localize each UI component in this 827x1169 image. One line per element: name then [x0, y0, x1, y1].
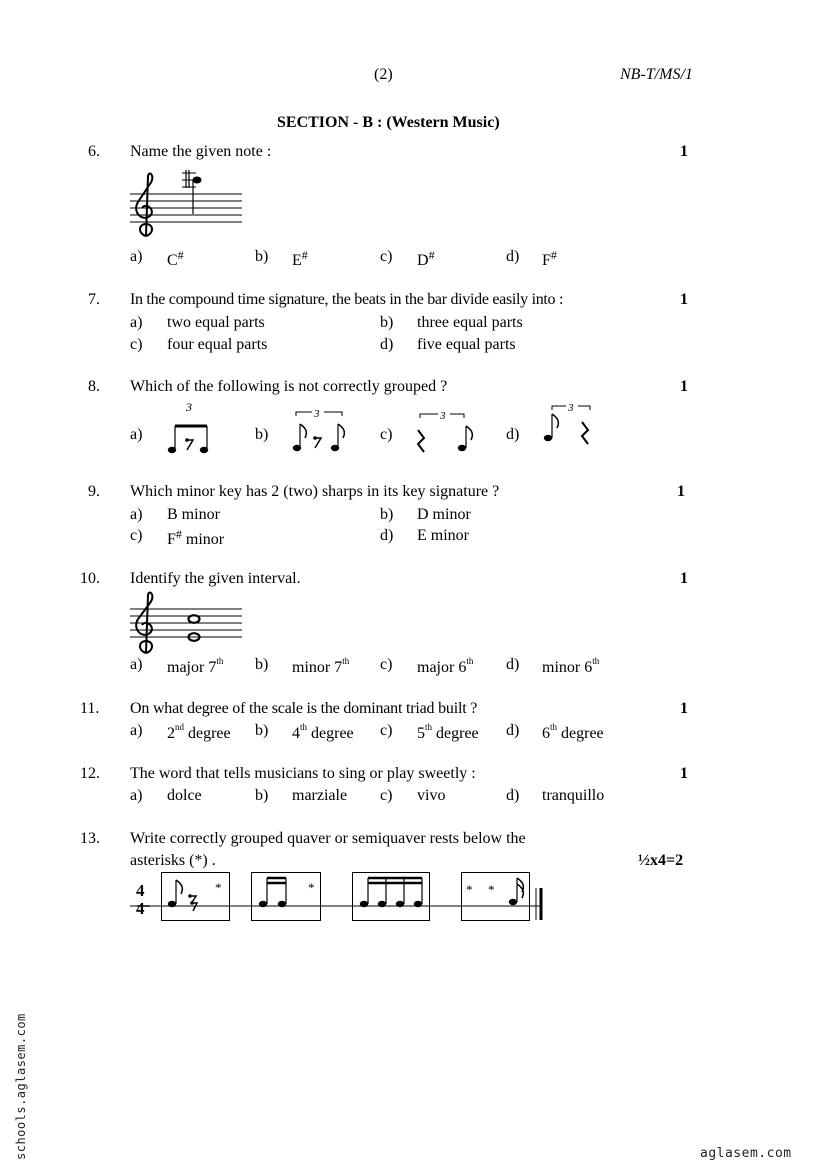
- q11-option-b-num: 4: [292, 725, 300, 742]
- ordinal-suffix: th: [216, 656, 224, 666]
- question-marks: 1: [677, 483, 685, 500]
- question-text-line1: Write correctly grouped quaver or semiquaver rests below the: [130, 830, 526, 847]
- sharp-sign: #: [177, 248, 184, 262]
- q7-option-d-label: d): [380, 336, 394, 353]
- q8-figure-d: [540, 400, 600, 450]
- paper-code: NB-T/MS/1: [620, 66, 693, 83]
- q8-option-c-label: c): [380, 426, 393, 443]
- page-number: (2): [374, 66, 393, 83]
- q11-option-c-text: degree: [432, 725, 479, 742]
- question-number: 8.: [88, 378, 100, 395]
- q11-option-b-text: degree: [307, 725, 354, 742]
- question-text: Which of the following is not correctly grouped ?: [130, 378, 448, 395]
- q10-option-c-label: c): [380, 656, 393, 673]
- q12-option-a-label: a): [130, 787, 143, 804]
- q9-option-c-label: c): [130, 527, 143, 544]
- q10-option-d-label: d): [506, 656, 520, 673]
- triplet-number: 3: [314, 408, 320, 420]
- q11-option-a-num: 2: [167, 725, 175, 742]
- q10-option-b-text: minor 7: [292, 659, 343, 676]
- question-text: Name the given note :: [130, 143, 272, 160]
- q10-option-c-text: major 6: [417, 659, 467, 676]
- q6-option-d-label: d): [506, 248, 520, 265]
- answer-box-3[interactable]: [352, 872, 430, 921]
- q8-option-a-label: a): [130, 426, 143, 443]
- q8-figure-b: [290, 408, 350, 458]
- triplet-number: 3: [186, 400, 192, 414]
- q10-option-a-text: major 7: [167, 659, 217, 676]
- time-signature-top: 4: [136, 881, 145, 900]
- q6-option-a-label: a): [130, 248, 143, 265]
- ordinal-suffix: th: [466, 656, 474, 666]
- ordinal-suffix: nd: [175, 722, 184, 732]
- triplet-number: 3: [440, 410, 446, 422]
- q9-option-b-text: D minor: [417, 506, 471, 523]
- q11-option-d-num: 6: [542, 725, 550, 742]
- q11-option-c-num: 5: [417, 725, 425, 742]
- question-text: On what degree of the scale is the dominant triad built ?: [130, 700, 478, 717]
- q7-option-d-text: five equal parts: [417, 336, 516, 353]
- question-marks: 1: [680, 378, 688, 395]
- question-marks: ½x4=2: [638, 852, 684, 869]
- q12-option-b-text: marziale: [292, 787, 348, 804]
- sharp-sign: #: [301, 248, 308, 262]
- q6-option-d-text: F: [542, 252, 551, 269]
- q12-option-a-text: dolce: [167, 787, 202, 804]
- question-text-line2: asterisks (*) .: [130, 852, 216, 869]
- q9-option-d-label: d): [380, 527, 394, 544]
- q8-option-b-label: b): [255, 426, 269, 443]
- question-marks: 1: [680, 291, 688, 308]
- q6-option-a-text: C: [167, 252, 178, 269]
- q11-option-a-label: a): [130, 722, 143, 739]
- question-text: Identify the given interval.: [130, 570, 301, 587]
- question-number: 9.: [88, 483, 100, 500]
- q6-option-b-label: b): [255, 248, 269, 265]
- question-text: Which minor key has 2 (two) sharps in its key signature ?: [130, 483, 500, 500]
- q9-option-c-text2: minor: [181, 531, 225, 548]
- q9-option-a-text: B minor: [167, 506, 220, 523]
- question-number: 11.: [80, 700, 100, 717]
- question-marks: 1: [680, 700, 688, 717]
- ordinal-suffix: th: [342, 656, 350, 666]
- question-marks: 1: [680, 765, 688, 782]
- q7-option-c-text: four equal parts: [167, 336, 268, 353]
- q9-option-a-label: a): [130, 506, 143, 523]
- sharp-sign: #: [428, 248, 435, 262]
- q12-option-d-label: d): [506, 787, 520, 804]
- q7-option-b-text: three equal parts: [417, 314, 523, 331]
- ordinal-suffix: th: [300, 722, 308, 732]
- q6-option-c-label: c): [380, 248, 393, 265]
- q12-option-c-label: c): [380, 787, 393, 804]
- q6-option-c-text: D: [417, 252, 429, 269]
- section-title: SECTION - B : (Western Music): [277, 114, 500, 131]
- question-number: 7.: [88, 291, 100, 308]
- time-signature-bottom: 4: [136, 899, 145, 918]
- q11-option-d-text: degree: [557, 725, 604, 742]
- q7-option-b-label: b): [380, 314, 394, 331]
- q6-staff-figure: [130, 168, 245, 243]
- q8-option-d-label: d): [506, 426, 520, 443]
- question-text: The word that tells musicians to sing or play sweetly :: [130, 765, 476, 782]
- q10-option-a-label: a): [130, 656, 143, 673]
- question-marks: 1: [680, 143, 688, 160]
- q11-option-d-label: d): [506, 722, 520, 739]
- q11-option-b-label: b): [255, 722, 269, 739]
- q8-figure-a: [165, 418, 215, 458]
- q11-option-a-text: degree: [184, 725, 231, 742]
- q12-option-b-label: b): [255, 787, 269, 804]
- q12-option-d-text: tranquillo: [542, 787, 605, 804]
- question-number: 13.: [80, 830, 100, 847]
- asterisk: *: [488, 882, 495, 897]
- q10-staff-figure: [130, 593, 245, 658]
- q10-option-d-text: minor 6: [542, 659, 593, 676]
- q10-option-b-label: b): [255, 656, 269, 673]
- asterisk: *: [466, 882, 473, 897]
- q9-option-b-label: b): [380, 506, 394, 523]
- question-text: In the compound time signature, the beats in the bar divide easily into :: [130, 291, 564, 308]
- footer-watermark: aglasem.com: [700, 1146, 792, 1161]
- ordinal-suffix: th: [425, 722, 433, 732]
- question-number: 10.: [80, 570, 100, 587]
- q12-option-c-text: vivo: [417, 787, 446, 804]
- asterisk: *: [215, 880, 222, 895]
- sharp-sign: #: [175, 527, 182, 541]
- side-watermark: schools.aglasem.com: [14, 1013, 28, 1160]
- q6-option-b-text: E: [292, 252, 302, 269]
- q7-option-a-label: a): [130, 314, 143, 331]
- ordinal-suffix: th: [592, 656, 600, 666]
- triplet-number: 3: [568, 402, 574, 414]
- ordinal-suffix: th: [550, 722, 558, 732]
- sharp-sign: #: [550, 248, 557, 262]
- q9-option-c-text: F: [167, 531, 176, 548]
- question-number: 6.: [88, 143, 100, 160]
- q8-figure-c: [412, 408, 472, 458]
- q9-option-d-text: E minor: [417, 527, 469, 544]
- q11-option-c-label: c): [380, 722, 393, 739]
- q7-option-a-text: two equal parts: [167, 314, 265, 331]
- question-number: 12.: [80, 765, 100, 782]
- q7-option-c-label: c): [130, 336, 143, 353]
- asterisk: *: [308, 880, 315, 895]
- question-marks: 1: [680, 570, 688, 587]
